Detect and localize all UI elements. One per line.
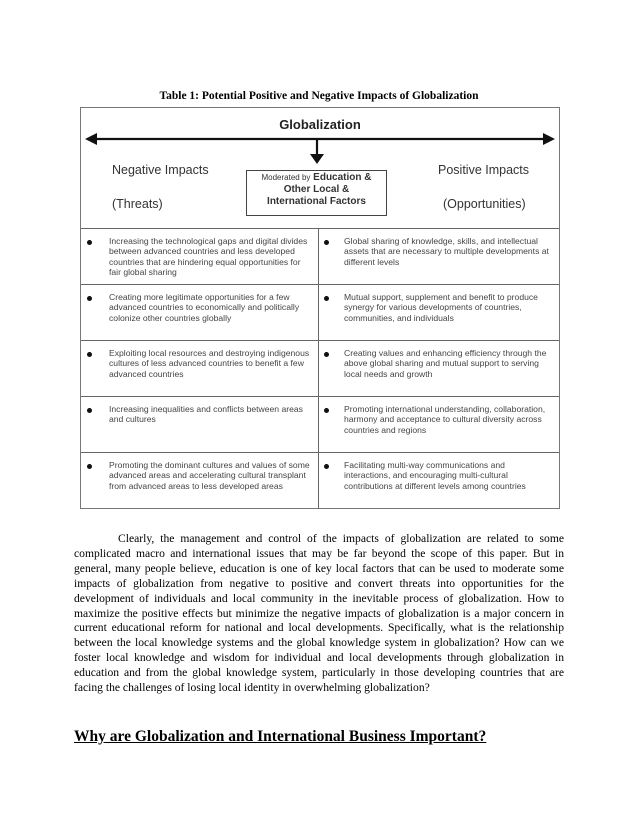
bullet-icon — [324, 296, 329, 301]
table-row — [81, 452, 559, 509]
positive-cell — [319, 341, 559, 396]
positive-text: Mutual support, supplement and benefit to produce synergy for various developments of countries, communities, and individuals — [344, 292, 538, 323]
bullet-icon — [87, 464, 92, 469]
bullet-icon — [324, 352, 329, 357]
negative-cell — [81, 453, 319, 509]
moderator-prefix: Moderated by — [261, 173, 311, 182]
globalization-figure — [80, 107, 560, 509]
bullet-icon — [87, 296, 92, 301]
right-arrowhead-icon — [543, 133, 555, 145]
negative-cell — [81, 285, 319, 340]
bullet-icon — [87, 408, 92, 413]
table-caption: Table 1: Potential Positive and Negative Impacts of Globalization — [159, 90, 479, 102]
bullet-icon — [324, 408, 329, 413]
opportunities-label: (Opportunities) — [443, 197, 526, 211]
negative-text: Creating more legitimate opportunities for a few advanced countries to economically and politically colonize other countries globally — [109, 292, 300, 323]
figure-title: Globalization — [279, 117, 361, 132]
bullet-icon — [87, 240, 92, 245]
positive-text: Global sharing of knowledge, skills, and intellectual assets that are necessary to multiple developments at different levels — [344, 236, 549, 267]
positive-text: Creating values and enhancing efficiency through the above global sharing and mutual support to serving local needs and growth — [344, 348, 547, 379]
moderator-line2: Other Local & — [283, 184, 350, 195]
table-row — [81, 284, 559, 340]
positive-cell — [319, 229, 559, 284]
moderator-line1: Education & — [313, 172, 372, 183]
bullet-icon — [324, 240, 329, 245]
negative-text: Promoting the dominant cultures and values of some advanced areas and accelerating cultural transplant from advanced areas to less developed areas — [109, 460, 310, 491]
figure-header — [81, 108, 559, 228]
positive-impacts-label: Positive Impacts — [438, 163, 530, 177]
negative-cell — [81, 397, 319, 452]
negative-text: Increasing the technological gaps and digital divides between advanced countries and less developed countries that are hindering equal opportunities for fair global sharing — [109, 236, 308, 278]
table-row — [81, 340, 559, 396]
table-row — [81, 228, 559, 284]
table-row — [81, 396, 559, 452]
bullet-icon — [87, 352, 92, 357]
left-arrowhead-icon — [85, 133, 97, 145]
negative-text: Increasing inequalities and conflicts between areas and cultures — [109, 404, 303, 425]
positive-cell — [319, 397, 559, 452]
body-paragraph — [74, 532, 564, 696]
positive-text: Promoting international understanding, collaboration, harmony and acceptance to cultural diversity across countries and regions — [344, 404, 546, 435]
paragraph-text: Clearly, the management and control of the impacts of globalization are related to some complicated macro and international issues that may be far beyond the scope of this paper. But in general, many people believe, education is one of key local factors that can be used to moderate some impacts of globalization from negative to positive and convert threats into opportunities for the development of individuals and local community in the inevitable process of globalization. How to maximize the positive effects but minimize the negative impacts of globalization is a major concern in current educational reform for national and local developments. Specifically, what is the relationship between the local knowledge systems and the global knowledge system in globalization? How can we foster local knowledge and wisdom for individual and local developments through globalization in education and from the global knowledge system, particularly in those developing countries that are facing the challenges of losing local identity in overwhelming globalization? — [74, 532, 564, 695]
moderator-line3: International Factors — [267, 196, 366, 207]
bullet-icon — [324, 464, 329, 469]
impacts-table — [81, 228, 559, 509]
negative-impacts-label: Negative Impacts — [112, 163, 209, 177]
negative-cell — [81, 229, 319, 284]
down-arrowhead-icon — [310, 154, 324, 164]
positive-cell — [319, 285, 559, 340]
threats-label: (Threats) — [112, 197, 163, 211]
positive-text: Facilitating multi-way communications and interactions, and encouraging multi-cultural contributions at different levels among countries — [344, 460, 526, 491]
moderator-box — [246, 170, 387, 216]
positive-cell — [319, 453, 559, 509]
negative-text: Exploiting local resources and destroying indigenous cultures of less advanced countries to benefit a few advanced countries — [109, 348, 310, 379]
section-heading: Why are Globalization and International Business Important? — [74, 728, 487, 745]
negative-cell — [81, 341, 319, 396]
